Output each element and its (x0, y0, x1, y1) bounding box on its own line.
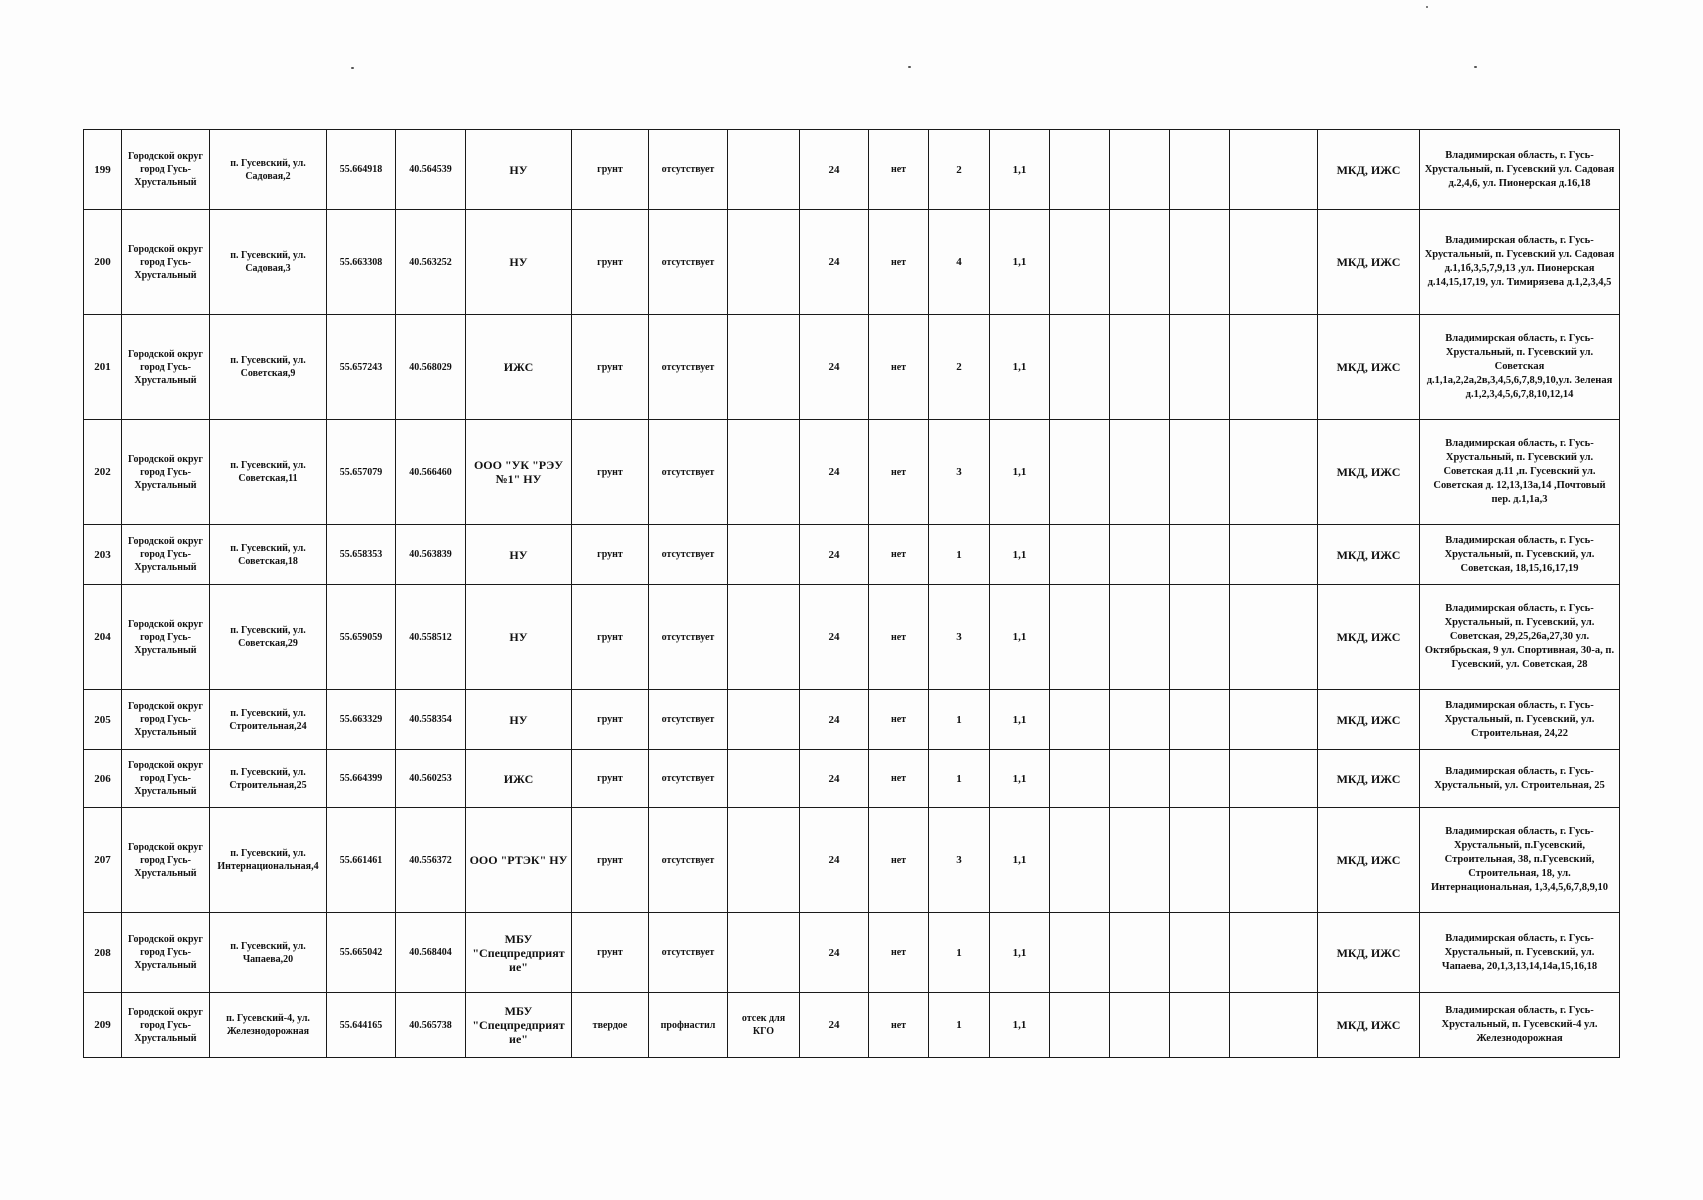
empty-cell (1230, 315, 1318, 420)
owner-cell: ИЖС (466, 315, 572, 420)
row-number-cell: 199 (84, 130, 122, 210)
table-row (84, 420, 1620, 525)
empty-cell (1230, 808, 1318, 913)
surface-cell: грунт (572, 808, 649, 913)
source-cell: МКД, ИЖС (1318, 210, 1420, 315)
district-cell: Городской округ город Гусь-Хрустальный (122, 913, 210, 993)
kgo-cell: отсек для КГО (728, 993, 800, 1058)
empty-cell (1050, 420, 1110, 525)
latitude-cell: 55.664918 (327, 130, 396, 210)
kgo-cell (728, 420, 800, 525)
address-cell: п. Гусевский, ул. Садовая,2 (210, 130, 327, 210)
longitude-cell: 40.564539 (396, 130, 466, 210)
scan-speck (908, 66, 911, 68)
district-cell: Городской округ город Гусь-Хрустальный (122, 315, 210, 420)
empty-cell (1110, 808, 1170, 913)
empty-cell (1170, 420, 1230, 525)
address-cell: п. Гусевский, ул. Интернациональная,4 (210, 808, 327, 913)
containers-cell: 1 (929, 690, 990, 750)
scan-speck (1426, 6, 1428, 8)
containers-cell: 3 (929, 420, 990, 525)
surface-cell: грунт (572, 913, 649, 993)
containers-cell: 3 (929, 808, 990, 913)
served-objects-cell: Владимирская область, г. Гусь-Хрустальный, п. Гусевский, ул. Строительная, 24,22 (1420, 690, 1620, 750)
containers-cell: 2 (929, 130, 990, 210)
empty-cell (1230, 525, 1318, 585)
table-row (84, 315, 1620, 420)
table-row (84, 993, 1620, 1058)
empty-cell (1230, 210, 1318, 315)
empty-cell (1110, 690, 1170, 750)
empty-cell (1110, 210, 1170, 315)
row-number-cell: 202 (84, 420, 122, 525)
empty-cell (1110, 993, 1170, 1058)
fence-cell: отсутствует (649, 690, 728, 750)
table-body (84, 130, 1620, 1058)
scan-speck (351, 67, 354, 69)
source-cell: МКД, ИЖС (1318, 690, 1420, 750)
surface-cell: грунт (572, 210, 649, 315)
cover-cell: нет (869, 913, 929, 993)
district-cell: Городской округ город Гусь-Хрустальный (122, 130, 210, 210)
row-number-cell: 200 (84, 210, 122, 315)
sector-cell: 24 (800, 420, 869, 525)
cover-cell: нет (869, 808, 929, 913)
surface-cell: грунт (572, 130, 649, 210)
containers-cell: 1 (929, 913, 990, 993)
fence-cell: отсутствует (649, 750, 728, 808)
cover-cell: нет (869, 585, 929, 690)
volume-cell: 1,1 (990, 420, 1050, 525)
row-number-cell: 204 (84, 585, 122, 690)
volume-cell: 1,1 (990, 130, 1050, 210)
kgo-cell (728, 913, 800, 993)
served-objects-cell: Владимирская область, г. Гусь-Хрустальный, п. Гусевский, ул. Советская, 18,15,16,17,19 (1420, 525, 1620, 585)
empty-cell (1170, 525, 1230, 585)
district-cell: Городской округ город Гусь-Хрустальный (122, 993, 210, 1058)
surface-cell: грунт (572, 585, 649, 690)
longitude-cell: 40.558354 (396, 690, 466, 750)
table-row (84, 913, 1620, 993)
volume-cell: 1,1 (990, 315, 1050, 420)
volume-cell: 1,1 (990, 993, 1050, 1058)
longitude-cell: 40.556372 (396, 808, 466, 913)
longitude-cell: 40.565738 (396, 993, 466, 1058)
longitude-cell: 40.566460 (396, 420, 466, 525)
scan-speck (1474, 66, 1477, 68)
owner-cell: НУ (466, 525, 572, 585)
latitude-cell: 55.657243 (327, 315, 396, 420)
empty-cell (1050, 315, 1110, 420)
containers-cell: 2 (929, 315, 990, 420)
address-cell: п. Гусевский, ул. Советская,18 (210, 525, 327, 585)
row-number-cell: 201 (84, 315, 122, 420)
served-objects-cell: Владимирская область, г. Гусь-Хрустальный, ул. Строительная, 25 (1420, 750, 1620, 808)
empty-cell (1050, 690, 1110, 750)
empty-cell (1050, 993, 1110, 1058)
owner-cell: НУ (466, 210, 572, 315)
empty-cell (1170, 210, 1230, 315)
fence-cell: профнастил (649, 993, 728, 1058)
fence-cell: отсутствует (649, 210, 728, 315)
empty-cell (1170, 585, 1230, 690)
sector-cell: 24 (800, 690, 869, 750)
table-row (84, 690, 1620, 750)
sector-cell: 24 (800, 808, 869, 913)
fence-cell: отсутствует (649, 525, 728, 585)
surface-cell: грунт (572, 690, 649, 750)
table-row (84, 808, 1620, 913)
latitude-cell: 55.644165 (327, 993, 396, 1058)
address-cell: п. Гусевский, ул. Советская,11 (210, 420, 327, 525)
empty-cell (1110, 130, 1170, 210)
longitude-cell: 40.568404 (396, 913, 466, 993)
owner-cell: ООО "РТЭК" НУ (466, 808, 572, 913)
kgo-cell (728, 808, 800, 913)
fence-cell: отсутствует (649, 130, 728, 210)
table-row (84, 750, 1620, 808)
empty-cell (1050, 913, 1110, 993)
latitude-cell: 55.663308 (327, 210, 396, 315)
table-row (84, 210, 1620, 315)
containers-cell: 1 (929, 750, 990, 808)
latitude-cell: 55.665042 (327, 913, 396, 993)
source-cell: МКД, ИЖС (1318, 808, 1420, 913)
sector-cell: 24 (800, 750, 869, 808)
volume-cell: 1,1 (990, 585, 1050, 690)
empty-cell (1170, 315, 1230, 420)
table-row (84, 585, 1620, 690)
kgo-cell (728, 315, 800, 420)
empty-cell (1170, 993, 1230, 1058)
empty-cell (1050, 750, 1110, 808)
table-row (84, 525, 1620, 585)
latitude-cell: 55.658353 (327, 525, 396, 585)
table-row (84, 130, 1620, 210)
longitude-cell: 40.560253 (396, 750, 466, 808)
source-cell: МКД, ИЖС (1318, 993, 1420, 1058)
row-number-cell: 209 (84, 993, 122, 1058)
district-cell: Городской округ город Гусь-Хрустальный (122, 585, 210, 690)
latitude-cell: 55.661461 (327, 808, 396, 913)
served-objects-cell: Владимирская область, г. Гусь-Хрустальный, п. Гусевский ул. Советская д.11 ,п. Гусевский ул. Советская д. 12,13,13а,14 ,Почтовый пер. д.1,1а,3 (1420, 420, 1620, 525)
containers-cell: 1 (929, 993, 990, 1058)
longitude-cell: 40.568029 (396, 315, 466, 420)
empty-cell (1050, 210, 1110, 315)
row-number-cell: 206 (84, 750, 122, 808)
row-number-cell: 203 (84, 525, 122, 585)
empty-cell (1170, 750, 1230, 808)
waste-sites-table (83, 129, 1620, 1058)
empty-cell (1170, 690, 1230, 750)
address-cell: п. Гусевский, ул. Строительная,24 (210, 690, 327, 750)
served-objects-cell: Владимирская область, г. Гусь-Хрустальный, п. Гусевский ул. Садовая д.2,4,6, ул. Пионерская д.16,18 (1420, 130, 1620, 210)
address-cell: п. Гусевский, ул. Чапаева,20 (210, 913, 327, 993)
district-cell: Городской округ город Гусь-Хрустальный (122, 420, 210, 525)
fence-cell: отсутствует (649, 808, 728, 913)
district-cell: Городской округ город Гусь-Хрустальный (122, 525, 210, 585)
empty-cell (1230, 690, 1318, 750)
empty-cell (1050, 130, 1110, 210)
owner-cell: НУ (466, 585, 572, 690)
fence-cell: отсутствует (649, 585, 728, 690)
kgo-cell (728, 750, 800, 808)
latitude-cell: 55.663329 (327, 690, 396, 750)
address-cell: п. Гусевский, ул. Советская,29 (210, 585, 327, 690)
empty-cell (1050, 808, 1110, 913)
surface-cell: твердое (572, 993, 649, 1058)
sector-cell: 24 (800, 993, 869, 1058)
district-cell: Городской округ город Гусь-Хрустальный (122, 808, 210, 913)
kgo-cell (728, 690, 800, 750)
containers-cell: 3 (929, 585, 990, 690)
source-cell: МКД, ИЖС (1318, 315, 1420, 420)
cover-cell: нет (869, 690, 929, 750)
kgo-cell (728, 210, 800, 315)
served-objects-cell: Владимирская область, г. Гусь-Хрустальный, п. Гусевский, ул. Советская, 29,25,26а,27,30 ул. Октябрьская, 9 ул. Спортивная, 30-а, п. Гусевский, ул. Советская, 28 (1420, 585, 1620, 690)
empty-cell (1110, 525, 1170, 585)
source-cell: МКД, ИЖС (1318, 585, 1420, 690)
volume-cell: 1,1 (990, 690, 1050, 750)
containers-cell: 1 (929, 525, 990, 585)
served-objects-cell: Владимирская область, г. Гусь-Хрустальный, п. Гусевский, ул. Чапаева, 20,1,3,13,14,14а,15,16,18 (1420, 913, 1620, 993)
empty-cell (1110, 913, 1170, 993)
surface-cell: грунт (572, 420, 649, 525)
owner-cell: ООО "УК "РЭУ №1" НУ (466, 420, 572, 525)
sector-cell: 24 (800, 315, 869, 420)
containers-cell: 4 (929, 210, 990, 315)
sector-cell: 24 (800, 913, 869, 993)
cover-cell: нет (869, 315, 929, 420)
served-objects-cell: Владимирская область, г. Гусь-Хрустальный, п. Гусевский-4 ул. Железнодорожная (1420, 993, 1620, 1058)
empty-cell (1110, 750, 1170, 808)
kgo-cell (728, 525, 800, 585)
empty-cell (1170, 808, 1230, 913)
empty-cell (1050, 585, 1110, 690)
owner-cell: ИЖС (466, 750, 572, 808)
cover-cell: нет (869, 993, 929, 1058)
fence-cell: отсутствует (649, 913, 728, 993)
source-cell: МКД, ИЖС (1318, 913, 1420, 993)
address-cell: п. Гусевский, ул. Садовая,3 (210, 210, 327, 315)
kgo-cell (728, 585, 800, 690)
empty-cell (1230, 750, 1318, 808)
surface-cell: грунт (572, 315, 649, 420)
fence-cell: отсутствует (649, 315, 728, 420)
owner-cell: МБУ "Спецпредприятие" (466, 993, 572, 1058)
empty-cell (1170, 130, 1230, 210)
volume-cell: 1,1 (990, 750, 1050, 808)
longitude-cell: 40.563252 (396, 210, 466, 315)
empty-cell (1170, 913, 1230, 993)
kgo-cell (728, 130, 800, 210)
empty-cell (1230, 585, 1318, 690)
served-objects-cell: Владимирская область, г. Гусь-Хрустальный, п. Гусевский ул. Садовая д.1,1б,3,5,7,9,13 ,ул. Пионерская д.14,15,17,19, ул. Тимирязева д.1,2,3,4,5 (1420, 210, 1620, 315)
district-cell: Городской округ город Гусь-Хрустальный (122, 690, 210, 750)
served-objects-cell: Владимирская область, г. Гусь-Хрустальный, п.Гусевский, Строительная, 38, п.Гусевский, Строительная, 18, ул. Интернациональная, 1,3,4,5,6,7,8,9,10 (1420, 808, 1620, 913)
sector-cell: 24 (800, 210, 869, 315)
address-cell: п. Гусевский, ул. Строительная,25 (210, 750, 327, 808)
cover-cell: нет (869, 420, 929, 525)
owner-cell: НУ (466, 130, 572, 210)
district-cell: Городской округ город Гусь-Хрустальный (122, 750, 210, 808)
sector-cell: 24 (800, 525, 869, 585)
surface-cell: грунт (572, 750, 649, 808)
source-cell: МКД, ИЖС (1318, 525, 1420, 585)
cover-cell: нет (869, 130, 929, 210)
address-cell: п. Гусевский, ул. Советская,9 (210, 315, 327, 420)
row-number-cell: 208 (84, 913, 122, 993)
owner-cell: МБУ "Спецпредприятие" (466, 913, 572, 993)
address-cell: п. Гусевский-4, ул. Железнодорожная (210, 993, 327, 1058)
empty-cell (1230, 993, 1318, 1058)
latitude-cell: 55.659059 (327, 585, 396, 690)
source-cell: МКД, ИЖС (1318, 420, 1420, 525)
empty-cell (1110, 420, 1170, 525)
latitude-cell: 55.664399 (327, 750, 396, 808)
volume-cell: 1,1 (990, 913, 1050, 993)
empty-cell (1050, 525, 1110, 585)
row-number-cell: 207 (84, 808, 122, 913)
empty-cell (1110, 585, 1170, 690)
sector-cell: 24 (800, 130, 869, 210)
latitude-cell: 55.657079 (327, 420, 396, 525)
row-number-cell: 205 (84, 690, 122, 750)
owner-cell: НУ (466, 690, 572, 750)
district-cell: Городской округ город Гусь-Хрустальный (122, 210, 210, 315)
longitude-cell: 40.563839 (396, 525, 466, 585)
empty-cell (1230, 913, 1318, 993)
source-cell: МКД, ИЖС (1318, 130, 1420, 210)
empty-cell (1230, 420, 1318, 525)
empty-cell (1110, 315, 1170, 420)
longitude-cell: 40.558512 (396, 585, 466, 690)
source-cell: МКД, ИЖС (1318, 750, 1420, 808)
sector-cell: 24 (800, 585, 869, 690)
surface-cell: грунт (572, 525, 649, 585)
served-objects-cell: Владимирская область, г. Гусь-Хрустальный, п. Гусевский ул. Советская д.1,1а,2,2а,2в,3,4,5,6,7,8,9,10,ул. Зеленая д.1,2,3,4,5,6,7,8,10,12,14 (1420, 315, 1620, 420)
empty-cell (1230, 130, 1318, 210)
fence-cell: отсутствует (649, 420, 728, 525)
cover-cell: нет (869, 750, 929, 808)
volume-cell: 1,1 (990, 210, 1050, 315)
cover-cell: нет (869, 210, 929, 315)
volume-cell: 1,1 (990, 525, 1050, 585)
volume-cell: 1,1 (990, 808, 1050, 913)
cover-cell: нет (869, 525, 929, 585)
